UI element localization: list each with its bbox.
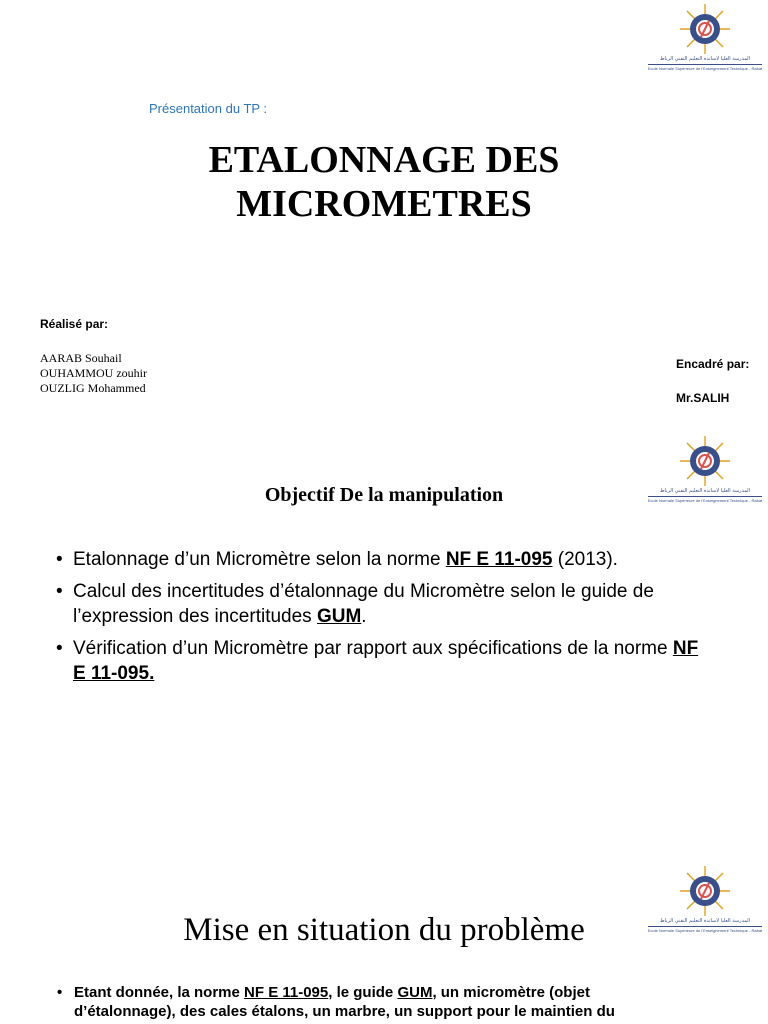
bullet-dot-icon: • bbox=[56, 549, 63, 570]
logo-divider bbox=[648, 496, 762, 497]
list-item: • Calcul des incertitudes d’étalonnage du Micromètre selon le guide de l’expression des incertitudes GUM. bbox=[56, 581, 654, 627]
objective-bullet-list bbox=[56, 547, 716, 693]
author-name: OUZLIG Mohammed bbox=[40, 381, 146, 395]
school-logo bbox=[646, 2, 764, 82]
slide-problem bbox=[0, 840, 768, 1024]
logo-arabic-text: المدرسة العليا لأساتذة التعليم التقني الرباط bbox=[659, 488, 751, 494]
bullet-dot-icon: • bbox=[57, 984, 63, 1001]
slide-objective bbox=[0, 410, 768, 840]
gear-emblem-icon bbox=[646, 2, 764, 56]
logo-arabic-text: المدرسة العليا لأساتذة التعليم التقني الرباط bbox=[659, 56, 751, 62]
logo-divider bbox=[648, 926, 762, 927]
list-item: • Vérification d’un Micromètre par rapport aux spécifications de la norme NF E 11-095. bbox=[56, 638, 699, 684]
slide-title bbox=[0, 0, 768, 410]
logo-french-text: Ecole Normale Supérieure de l'Enseignement Technique - Rabat bbox=[647, 66, 763, 71]
main-title-line-1: ETALONNAGE DES bbox=[208, 139, 560, 181]
guide-reference: GUM bbox=[397, 984, 433, 1001]
main-title bbox=[84, 138, 684, 226]
main-title-line-2: MICROMETRES bbox=[236, 183, 532, 225]
logo-arabic-text: المدرسة العليا لأساتذة التعليم التقني الرباط bbox=[659, 918, 751, 924]
presentation-subtitle: Présentation du TP : bbox=[149, 101, 268, 116]
gear-emblem-icon bbox=[646, 434, 764, 488]
problem-bullet-list bbox=[57, 983, 657, 1021]
norm-reference: NF E 11-095. bbox=[73, 638, 699, 684]
author-name: AARAB Souhail bbox=[40, 351, 122, 365]
logo-french-text: Ecole Normale Supérieure de l'Enseignement Technique - Rabat bbox=[647, 928, 763, 933]
author-name: OUHAMMOU zouhir bbox=[40, 366, 147, 380]
school-logo bbox=[646, 434, 764, 514]
list-item: • Etalonnage d’un Micromètre selon la norme NF E 11-095 (2013). bbox=[56, 549, 618, 570]
authors-list bbox=[40, 351, 147, 396]
objective-heading: Objectif De la manipulation bbox=[264, 484, 504, 506]
gear-emblem-icon bbox=[646, 864, 764, 918]
list-item: • Etant donnée, la norme NF E 11-095, le guide GUM, un micromètre (objet d’étalonnage), des cales étalons, un marbre, un support pour le maintien du bbox=[57, 984, 615, 1020]
bullet-dot-icon: • bbox=[56, 581, 63, 602]
guide-reference: GUM bbox=[316, 606, 362, 627]
logo-divider bbox=[648, 64, 762, 65]
realise-par-label: Réalisé par: bbox=[40, 317, 109, 331]
logo-french-text: Ecole Normale Supérieure de l'Enseignement Technique - Rabat bbox=[647, 498, 763, 503]
bullet-dot-icon: • bbox=[56, 638, 63, 659]
norm-reference: NF E 11-095 bbox=[445, 549, 553, 570]
problem-heading: Mise en situation du problème bbox=[183, 912, 585, 948]
norm-reference: NF E 11-095 bbox=[244, 984, 329, 1001]
school-logo bbox=[646, 864, 764, 944]
supervisor-name: Mr.SALIH bbox=[676, 391, 730, 405]
encadre-par-label: Encadré par: bbox=[676, 357, 750, 371]
